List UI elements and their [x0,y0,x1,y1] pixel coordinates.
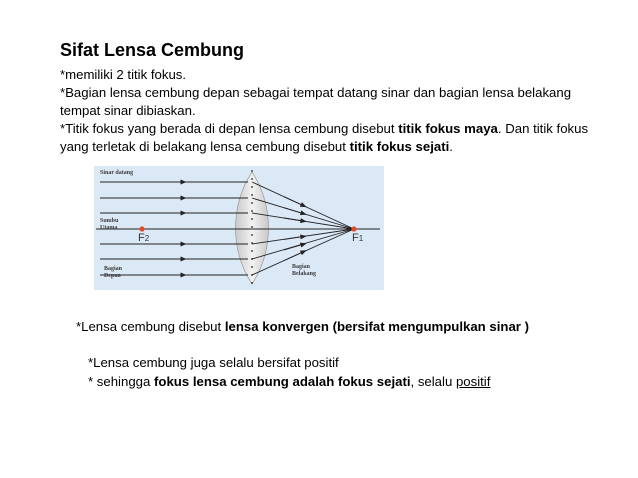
label-line: Belakang [292,271,317,277]
label-front-side [104,266,122,280]
text-segment: * sehingga [88,374,154,389]
bold-term-virtual-focus: titik fokus maya [398,121,498,136]
label-line: Depan [104,273,121,279]
focus-subscript: 2 [144,234,150,243]
line-converging-lens [76,318,529,336]
paragraph-focal-point-types [60,120,600,156]
focus-point-f1 [351,226,356,231]
bold-term-converging: lensa konvergen (bersifat mengumpulkan sinar ) [224,319,529,334]
label-incoming-rays: Sinar datang [100,170,134,176]
focus-point-f2 [139,226,144,231]
slide-title: Sifat Lensa Cembung [60,40,245,60]
label-line: Bagian [104,266,123,272]
text-segment: , selalu [410,374,456,389]
convex-lens-diagram [94,166,384,290]
paragraph-lens-sides: *Bagian lensa cembung depan sebagai tempat datang sinar dan bagian lensa belakang tempat sinar dibiaskan. [60,85,572,118]
focus-letter: F [352,232,359,244]
label-principal-axis [100,218,118,232]
line-real-focus-positive [88,373,490,391]
text-segment: *Titik fokus yang berada di depan lensa cembung disebut [60,121,399,136]
text-segment: . [449,139,453,154]
focus-subscript: 1 [358,234,364,243]
label-line: Sumbu [100,218,119,224]
label-f1 [352,232,363,244]
label-line: Bagian [292,264,311,270]
bold-term-real-focus-statement: fokus lensa cembung adalah fokus sejati [154,374,411,389]
lens-ray-svg [94,166,384,290]
label-line: Utama [100,225,118,231]
text-segment: *Lensa cembung disebut [76,319,225,334]
label-f2 [138,232,149,244]
bold-term-real-focus: titik fokus sejati [349,139,450,154]
paragraph-two-focal-points: *memiliki 2 titik fokus. [60,67,187,82]
line-always-positive: *Lensa cembung juga selalu bersifat positif [88,355,339,370]
underlined-term-positive: positif [455,374,491,389]
focus-letter: F [138,232,145,244]
label-back-side [292,264,316,278]
text-segment: . Dan titik fokus yang terletak di belakang lensa cembung disebut [60,121,589,154]
